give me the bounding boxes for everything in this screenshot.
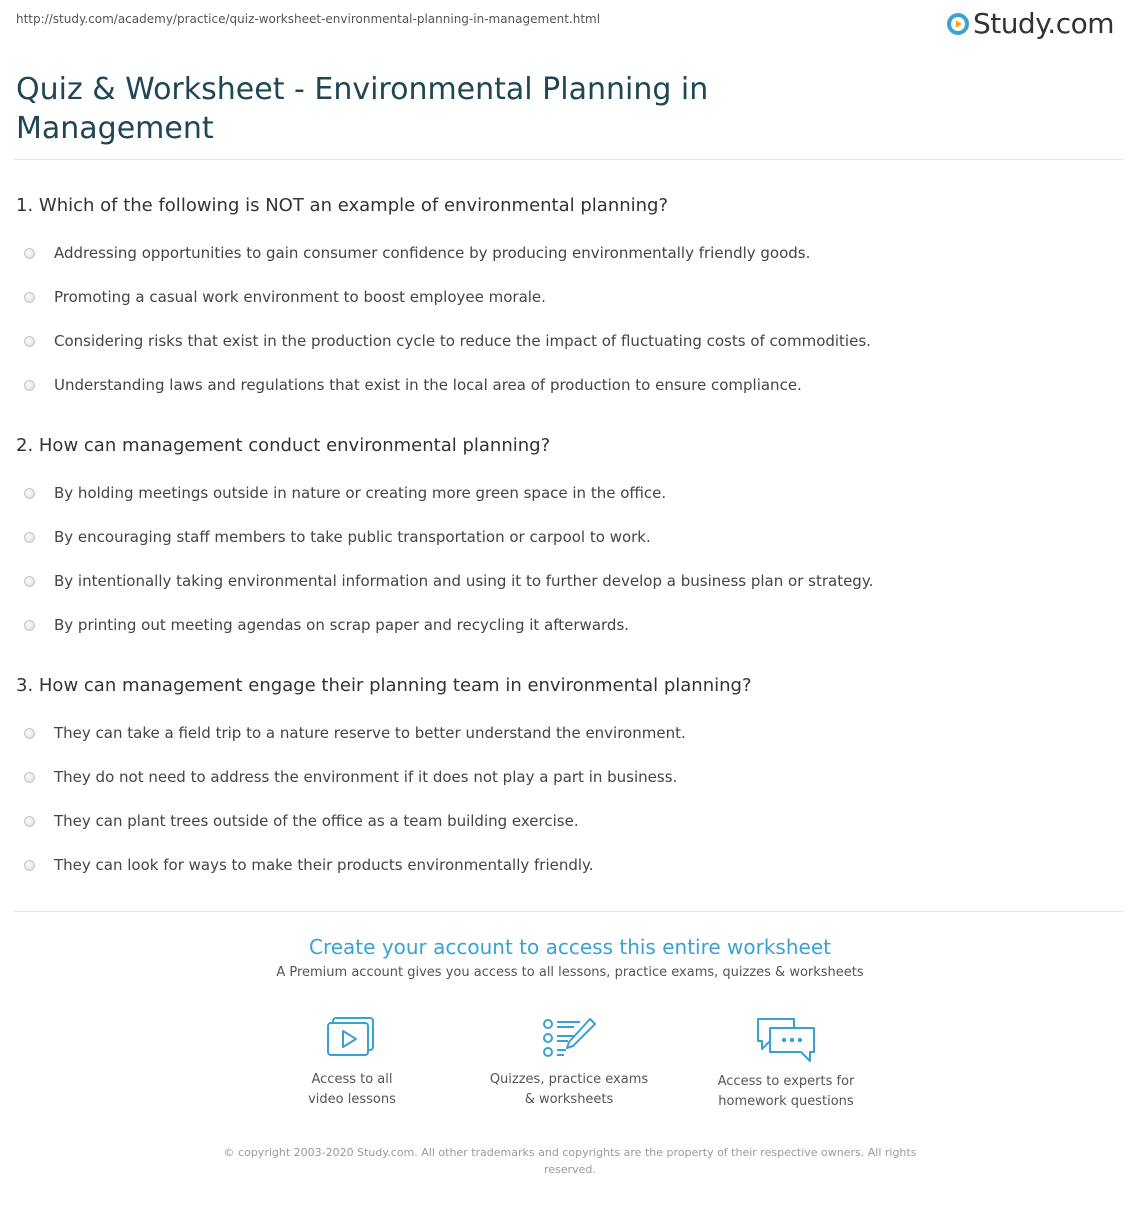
answer-option[interactable] xyxy=(16,714,1116,758)
option-label: Addressing opportunities to gain consumer confidence by producing environmentally friendly goods. xyxy=(54,244,811,262)
option-label: By intentionally taking environmental information and using it to further develop a business plan or strategy. xyxy=(54,572,874,590)
answer-options xyxy=(16,234,1116,410)
question-text: 1. Which of the following is NOT an example of environmental planning? xyxy=(16,195,669,216)
radio-button[interactable] xyxy=(24,576,35,587)
radio-button[interactable] xyxy=(24,488,35,499)
option-label: Understanding laws and regulations that exist in the local area of production to ensure compliance. xyxy=(54,376,802,394)
feature-label: Access to all video lessons xyxy=(308,1072,396,1107)
radio-button[interactable] xyxy=(24,380,35,391)
answer-option[interactable] xyxy=(16,802,1116,846)
option-label: By printing out meeting agendas on scrap paper and recycling it afterwards. xyxy=(54,616,630,634)
radio-button[interactable] xyxy=(24,532,35,543)
radio-button[interactable] xyxy=(24,860,35,871)
play-logo-icon xyxy=(946,12,970,36)
answer-option[interactable] xyxy=(16,278,1116,322)
radio-button[interactable] xyxy=(24,816,35,827)
feature-experts xyxy=(686,1016,886,1112)
page-url: http://study.com/academy/practice/quiz-worksheet-environmental-planning-in-management.html xyxy=(16,12,601,26)
video-lessons-icon xyxy=(325,1016,379,1062)
option-label: They can look for ways to make their products environmentally friendly. xyxy=(54,856,594,874)
feature-label: Access to experts for homework questions xyxy=(717,1074,855,1109)
radio-button[interactable] xyxy=(24,248,35,259)
question-text: 2. How can management conduct environmental planning? xyxy=(16,435,551,456)
copyright-notice: © copyright 2003-2020 Study.com. All other trademarks and copyrights are the property of their respective owners. All rights reserved. xyxy=(223,1146,917,1176)
question-text: 3. How can management engage their planning team in environmental planning? xyxy=(16,675,752,696)
create-account-link[interactable]: Create your account to access this entire worksheet xyxy=(309,935,831,959)
expert-chat-icon xyxy=(754,1016,818,1064)
question-1 xyxy=(16,194,1116,410)
radio-button[interactable] xyxy=(24,620,35,631)
option-label: By holding meetings outside in nature or creating more green space in the office. xyxy=(54,484,667,502)
option-label: Promoting a casual work environment to boost employee morale. xyxy=(54,288,546,306)
option-label: Considering risks that exist in the production cycle to reduce the impact of fluctuating costs of commodities. xyxy=(54,332,871,350)
option-label: They can plant trees outside of the office as a team building exercise. xyxy=(54,812,579,830)
answer-option[interactable] xyxy=(16,322,1116,366)
study-logo[interactable] xyxy=(946,6,1114,42)
page-title: Quiz & Worksheet - Environmental Planning in Management xyxy=(16,72,709,146)
quiz-checklist-icon xyxy=(540,1016,598,1062)
answer-options xyxy=(16,714,1116,890)
option-label: They can take a field trip to a nature reserve to better understand the environment. xyxy=(54,724,686,742)
radio-button[interactable] xyxy=(24,728,35,739)
logo-text: Study.com xyxy=(972,7,1114,40)
answer-options xyxy=(16,474,1116,650)
question-3 xyxy=(16,674,1116,890)
feature-video-lessons xyxy=(252,1016,452,1110)
radio-button[interactable] xyxy=(24,772,35,783)
signup-cta xyxy=(0,934,1140,980)
feature-quizzes xyxy=(469,1016,669,1110)
title-divider xyxy=(14,159,1124,160)
feature-label: Quizzes, practice exams & worksheets xyxy=(489,1072,649,1107)
answer-option[interactable] xyxy=(16,518,1116,562)
radio-button[interactable] xyxy=(24,292,35,303)
option-label: They do not need to address the environment if it does not play a part in business. xyxy=(54,768,678,786)
answer-option[interactable] xyxy=(16,606,1116,650)
question-2 xyxy=(16,434,1116,650)
answer-option[interactable] xyxy=(16,366,1116,410)
option-label: By encouraging staff members to take public transportation or carpool to work. xyxy=(54,528,651,546)
cta-subtitle: A Premium account gives you access to all lessons, practice exams, quizzes & worksheets xyxy=(276,965,864,980)
answer-option[interactable] xyxy=(16,234,1116,278)
answer-option[interactable] xyxy=(16,562,1116,606)
answer-option[interactable] xyxy=(16,758,1116,802)
radio-button[interactable] xyxy=(24,336,35,347)
answer-option[interactable] xyxy=(16,474,1116,518)
answer-option[interactable] xyxy=(16,846,1116,890)
content-divider xyxy=(14,911,1124,912)
